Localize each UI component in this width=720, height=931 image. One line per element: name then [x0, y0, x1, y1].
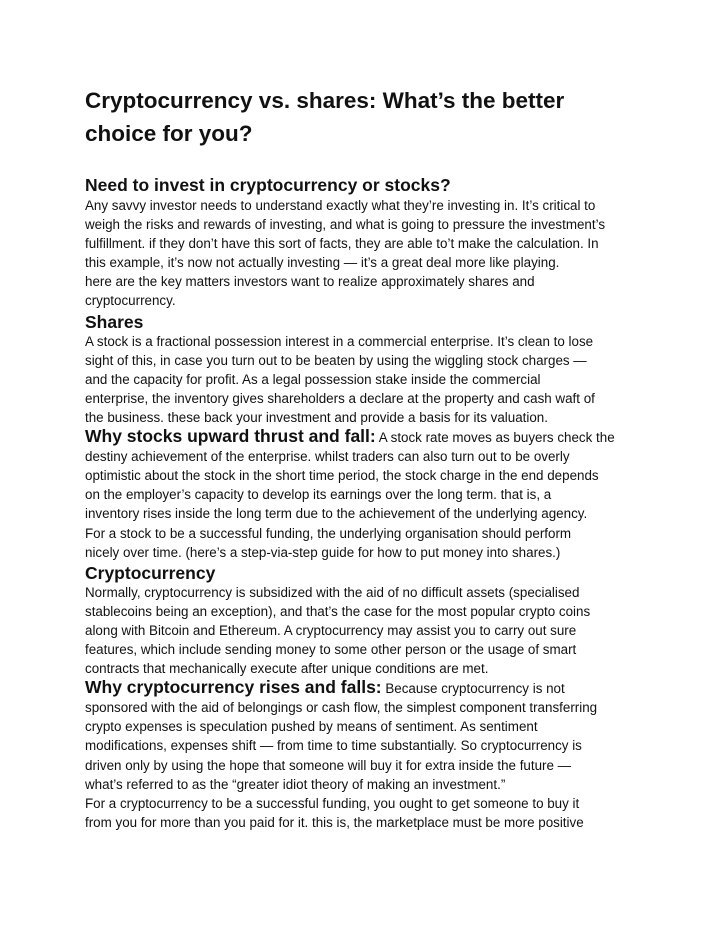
paragraph-line: For a stock to be a successful funding, the underlying organisation should perform — [85, 525, 572, 541]
cryptocurrency-paragraph — [85, 583, 645, 678]
document-page — [85, 84, 645, 832]
paragraph-line: modifications, expenses shift — from time to time substantially. So cryptocurrency is — [85, 738, 582, 754]
paragraph-line: sponsored with the aid of belongings or cash flow, the simplest component transferring — [85, 700, 598, 716]
paragraph-line: inventory rises inside the long term due to the achievement of the underlying agency. — [85, 506, 588, 522]
title-line: Cryptocurrency vs. shares: What’s the better — [85, 88, 565, 113]
paragraph-line: here are the key matters investors want to realize approximately shares and — [85, 274, 535, 290]
paragraph-line: from you for more than you paid for it. this is, the marketplace must be more positive — [85, 814, 584, 830]
paragraph-line: Normally, cryptocurrency is subsidized with the aid of no difficult assets (specialised — [85, 584, 580, 600]
paragraph-line: weigh the risks and rewards of investing, and what is going to pressure the investment’s — [85, 217, 606, 233]
shares-paragraph — [85, 332, 645, 427]
paragraph-line-rest: A stock rate moves as buyers check the — [375, 430, 615, 446]
paragraph-line: cryptocurrency. — [85, 293, 176, 309]
paragraph-line: what’s referred to as the “greater idiot theory of making an investment.” — [85, 776, 506, 792]
paragraph-line: stablecoins being an exception), and that’s the case for the most popular crypto coins — [85, 603, 591, 619]
paragraph-line: along with Bitcoin and Ethereum. A cryptocurrency may assist you to carry out sure — [85, 622, 577, 638]
paragraph-line: Any savvy investor needs to understand exactly what they’re investing in. It’s critical to — [85, 198, 596, 213]
crypto-rise-paragraph — [85, 678, 645, 832]
shares-heading: Shares — [85, 311, 144, 332]
intro-heading: Need to invest in cryptocurrency or stocks? — [85, 175, 451, 195]
paragraph-line: on the employer’s capacity to develop its earnings over the long term. that is, a — [85, 487, 552, 503]
page-title — [85, 84, 645, 150]
title-line: choice for you? — [85, 121, 253, 146]
crypto-rise-heading: Why cryptocurrency rises and falls: — [85, 677, 382, 698]
paragraph-line: sight of this, in case you turn out to be beaten by using the wiggling stock charges — — [85, 352, 587, 368]
paragraph-line: enterprise, the inventory gives shareholders a declare at the property and cash waft of — [85, 390, 595, 406]
paragraph-line: contracts that mechanically execute after unique conditions are met. — [85, 661, 489, 677]
intro-paragraph — [85, 196, 645, 311]
paragraph-line: driven only by using the hope that someone will buy it for extra inside the future — — [85, 757, 572, 773]
paragraph-line: destiny achievement of the enterprise. whilst traders can also turn out to be overly — [85, 449, 570, 465]
cryptocurrency-heading: Cryptocurrency — [85, 562, 216, 583]
paragraph-line: For a cryptocurrency to be a successful funding, you ought to get someone to buy it — [85, 795, 580, 811]
paragraph-first-line — [85, 427, 645, 447]
paragraph-first-line — [85, 678, 645, 698]
paragraph-line: and the capacity for profit. As a legal possession stake inside the commercial — [85, 371, 541, 387]
paragraph-line: nicely over time. (here’s a step-via-step guide for how to put money into shares.) — [85, 544, 561, 560]
stocks-rise-heading: Why stocks upward thrust and fall: — [85, 426, 376, 447]
stocks-rise-paragraph — [85, 427, 645, 562]
paragraph-line: features, which include sending money to some other person or the usage of smart — [85, 641, 577, 657]
paragraph-line: A stock is a fractional possession interest in a commercial enterprise. It’s clean to lose — [85, 333, 594, 349]
paragraph-line: crypto expenses is speculation pushed by means of sentiment. As sentiment — [85, 719, 538, 735]
paragraph-line: this example, it’s now not actually investing — it’s a great deal more like playing. — [85, 255, 560, 271]
paragraph-line: fulfillment. if they don’t have this sort of facts, they are able to’t make the calculation. In — [85, 236, 599, 252]
paragraph-line: the business. these back your investment and provide a basis for its valuation. — [85, 409, 548, 425]
paragraph-line: optimistic about the stock in the short time period, the stock charge in the end depends — [85, 468, 599, 484]
paragraph-line-rest: Because cryptocurrency is not — [381, 681, 565, 697]
